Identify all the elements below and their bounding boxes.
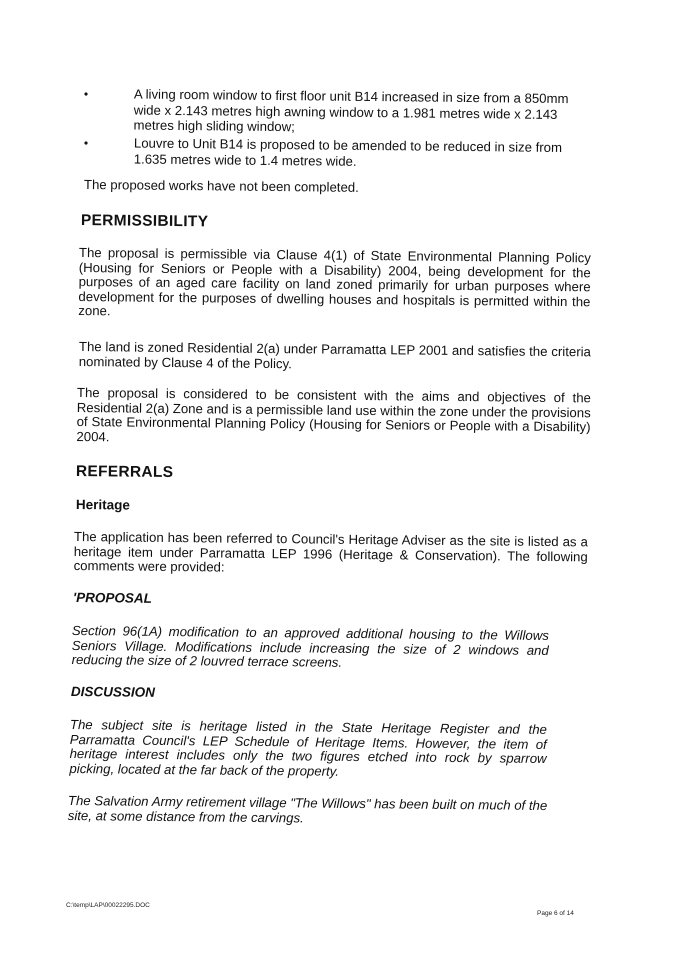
list-item bbox=[84, 135, 592, 171]
heritage-heading: Heritage bbox=[75, 497, 131, 513]
list-item-text: Louvre to Unit B14 is proposed to be amended to be reduced in size from 1.635 metres wide to 1.4 metres wide. bbox=[133, 135, 563, 168]
permissibility-paragraph-2: The land is zoned Residential 2(a) under Parramatta LEP 2001 and satisfies the criteria nominated by Clause 4 of the Policy. bbox=[78, 339, 591, 371]
list-item-text: A living room window to first floor unit B14 increased in size from a 850mm wide x 2.143 metres high awning window to a 1.981 metres wide x 2.143 metres high sliding window; bbox=[133, 86, 569, 135]
works-status-text: The proposed works have not been completed. bbox=[83, 177, 359, 195]
discussion-paragraph-1: The subject site is heritage listed in the State Heritage Register and the Parramatta Council's LEP Schedule of Heritage Items. However, the item of heritage interest includes only the two figures etched into rock by sparrow picking, located at the far back of the property. bbox=[69, 717, 547, 779]
discussion-heading: DISCUSSION bbox=[70, 684, 156, 700]
bullet-icon: • bbox=[83, 135, 89, 150]
permissibility-paragraph-1: The proposal is permissible via Clause 4(1) of State Environmental Planning Policy (Housing for Seniors or People with a Disability) 2004, being development for the purposes of an aged care facility on land zoned primarily for urban purposes where development for the purposes of dwelling houses and hospitals is permitted within the zone. bbox=[78, 245, 591, 319]
footer-file-path: C:\temp\LAP\00022295.DOC bbox=[66, 902, 150, 909]
permissibility-paragraph-3: The proposal is considered to be consistent with the aims and objectives of the Residential 2(a) Zone and is a permissible land use within the zone under the provisions of State Environmental Planning Policy (Housing for Seniors or People with a Disability) 2004. bbox=[76, 385, 591, 444]
referrals-heading: REFERRALS bbox=[75, 463, 174, 482]
proposal-heading: 'PROPOSAL bbox=[72, 590, 152, 606]
footer-page-number: Page 6 of 14 bbox=[537, 910, 574, 917]
bullet-icon: • bbox=[83, 86, 89, 102]
heritage-paragraph: The application has been referred to Council's Heritage Adviser as the site is listed as a heritage item under Parramatta LEP 1996 (Heritage & Conservation). The following comments were provided: bbox=[73, 529, 588, 575]
discussion-paragraph-2: The Salvation Army retirement village "The Willows" has been built on much of the site, at some distance from the carvings. bbox=[67, 793, 548, 825]
list-item bbox=[84, 86, 592, 138]
proposal-paragraph: Section 96(1A) modification to an approved additional housing to the Willows Seniors Village. Modifications include increasing the size of 2 windows and reducing the size of 2 louvred terrace screens. bbox=[71, 623, 549, 670]
permissibility-heading: PERMISSIBILITY bbox=[80, 212, 209, 231]
modification-list bbox=[84, 86, 592, 168]
